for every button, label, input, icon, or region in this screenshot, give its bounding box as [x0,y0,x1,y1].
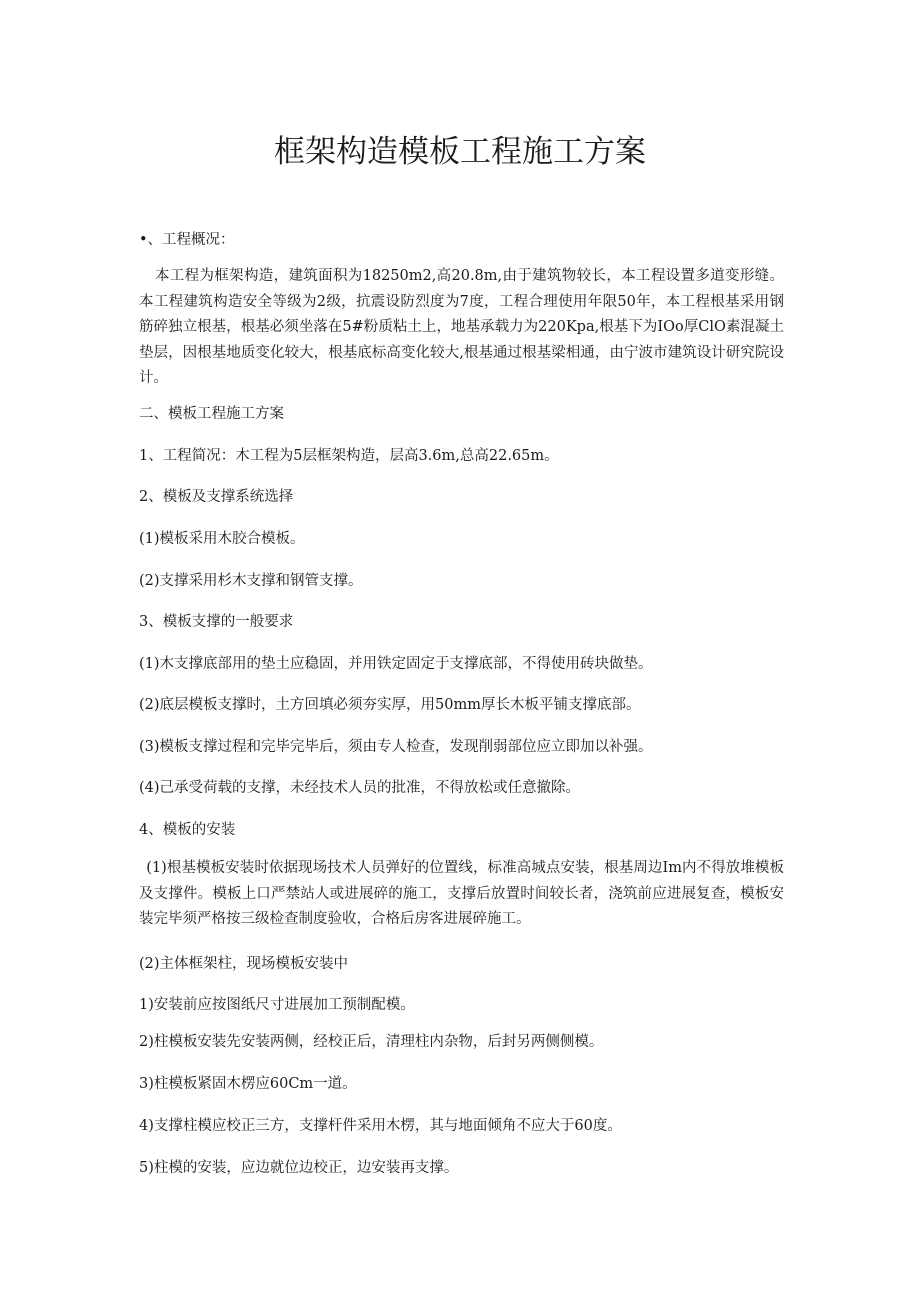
item-2-1: (1)模板采用木胶合模板。 [139,531,305,547]
item-2-2: (2)支撑采用杉木支撑和钢管支撑。 [139,573,363,589]
item-4: 4、模板的安装 [139,822,236,838]
item-3-1: (1)木支撑底部用的垫土应稳固，并用铁定固定于支撑底部，不得使用砖块做垫。 [139,656,653,672]
item-3: 3、模板支撑的一般要求 [139,614,294,630]
section2-heading: 二、模板工程施工方案 [139,406,284,422]
section1-heading: •、工程概况： [139,232,235,248]
item-3-2: (2)底层模板支撑时，土方回填必须夯实厚，用50mm厚长木板平铺支撑底部。 [139,697,641,713]
document-title: 框架构造模板工程施工方案 [274,134,646,170]
item-1: 1、工程简况：木工程为5层框架构造，层高3.6m,总高22.65m。 [139,448,559,464]
item-4-2-2: 2)柱模板安装先安装两侧，经校正后，清理柱内杂物，后封另两侧侧模。 [139,1034,604,1050]
item-4-1: (1)根基模板安装时依据现场技术人员弹好的位置线，标准高城点安装，根基周边Im内不得放堆模板及支撑件。模板上口严禁站人或进展碎的施工，支撑后放置时间较长者，浇筑前应进展复查，模板安装完毕须严格按三级检查制度验收，合格后房客进展碎施工。 [139,860,784,927]
item-4-2-3: 3)柱模板紧固木楞应60Cm一道。 [139,1076,357,1092]
item-2: 2、模板及支撑系统选择 [139,489,294,505]
section1-body: 本工程为框架构造，建筑面积为18250m2,高20.8m,由于建筑物较长，本工程设置多道变形缝。本工程建筑构造安全等级为2级，抗震设防烈度为7度，工程合理使用年限50年，本工程根基采用钢筋碎独立根基，根基必须坐落在5#粉质粘土上，地基承载力为220Kpa,根基下为IOo厚ClO素混凝土垫层，因根基地质变化较大，根基底标高变化较大,根基通过根基梁相通，由宁波市建筑设计研究院设计。 [139,268,784,386]
item-4-2-5: 5)柱模的安装，应边就位边校正，边安装再支撑。 [139,1160,459,1176]
item-3-4: (4)己承受荷载的支撑，未经技术人员的批准，不得放松或任意撤除。 [139,780,581,796]
item-4-2: (2)主体框架柱，现场模板安装中 [139,956,349,972]
item-4-2-4: 4)支撑柱模应校正三方，支撑杆件采用木楞，其与地面倾角不应大于60度。 [139,1118,622,1134]
item-4-2-1: 1)安装前应按图纸尺寸进展加工预制配模。 [139,997,415,1013]
item-3-3: (3)模板支撑过程和完毕完毕后，须由专人检查，发现削弱部位应立即加以补强。 [139,739,653,755]
